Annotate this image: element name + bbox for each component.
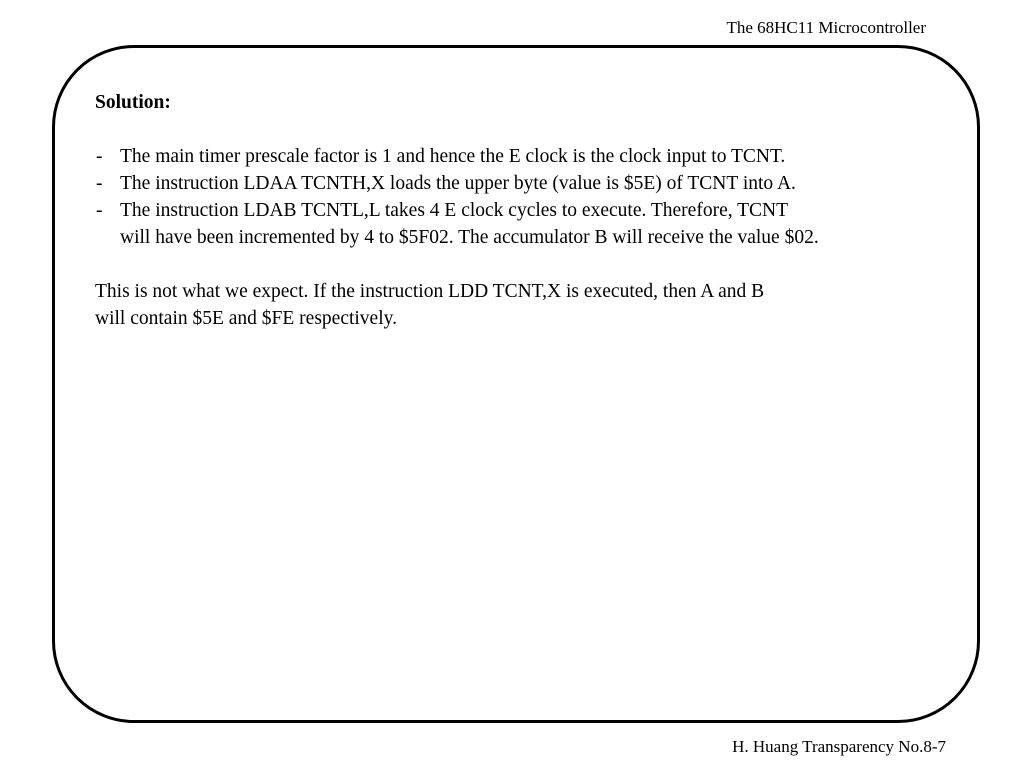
spacer xyxy=(95,116,965,143)
bullet-item-1 xyxy=(95,143,965,170)
header-title: The 68HC11 Microcontroller xyxy=(726,18,926,37)
slide-content xyxy=(95,89,965,332)
conclusion-line: This is not what we expect. If the instruction LDD TCNT,X is executed, then A and B xyxy=(95,281,765,302)
bullet-line: The instruction LDAA TCNTH,X loads the upper byte (value is $5E) of TCNT into A. xyxy=(120,173,796,194)
bullet-item-3 xyxy=(95,197,965,251)
bullet-list xyxy=(95,143,965,251)
conclusion-line: will contain $5E and $FE respectively. xyxy=(95,308,397,329)
bullet-marker: - xyxy=(96,173,103,194)
solution-heading: Solution: xyxy=(95,92,171,113)
bullet-marker: - xyxy=(96,146,103,167)
footer-label: H. Huang Transparency No.8-7 xyxy=(732,737,946,756)
bullet-line: will have been incremented by 4 to $5F02. The accumulator B will receive the value $02. xyxy=(120,227,819,248)
bullet-line: The main timer prescale factor is 1 and hence the E clock is the clock input to TCNT. xyxy=(120,146,786,167)
bullet-line: The instruction LDAB TCNTL,L takes 4 E clock cycles to execute. Therefore, TCNT xyxy=(120,200,789,221)
conclusion-paragraph xyxy=(95,278,965,332)
bullet-marker: - xyxy=(96,200,103,221)
bullet-item-2 xyxy=(95,170,965,197)
spacer xyxy=(95,251,965,278)
